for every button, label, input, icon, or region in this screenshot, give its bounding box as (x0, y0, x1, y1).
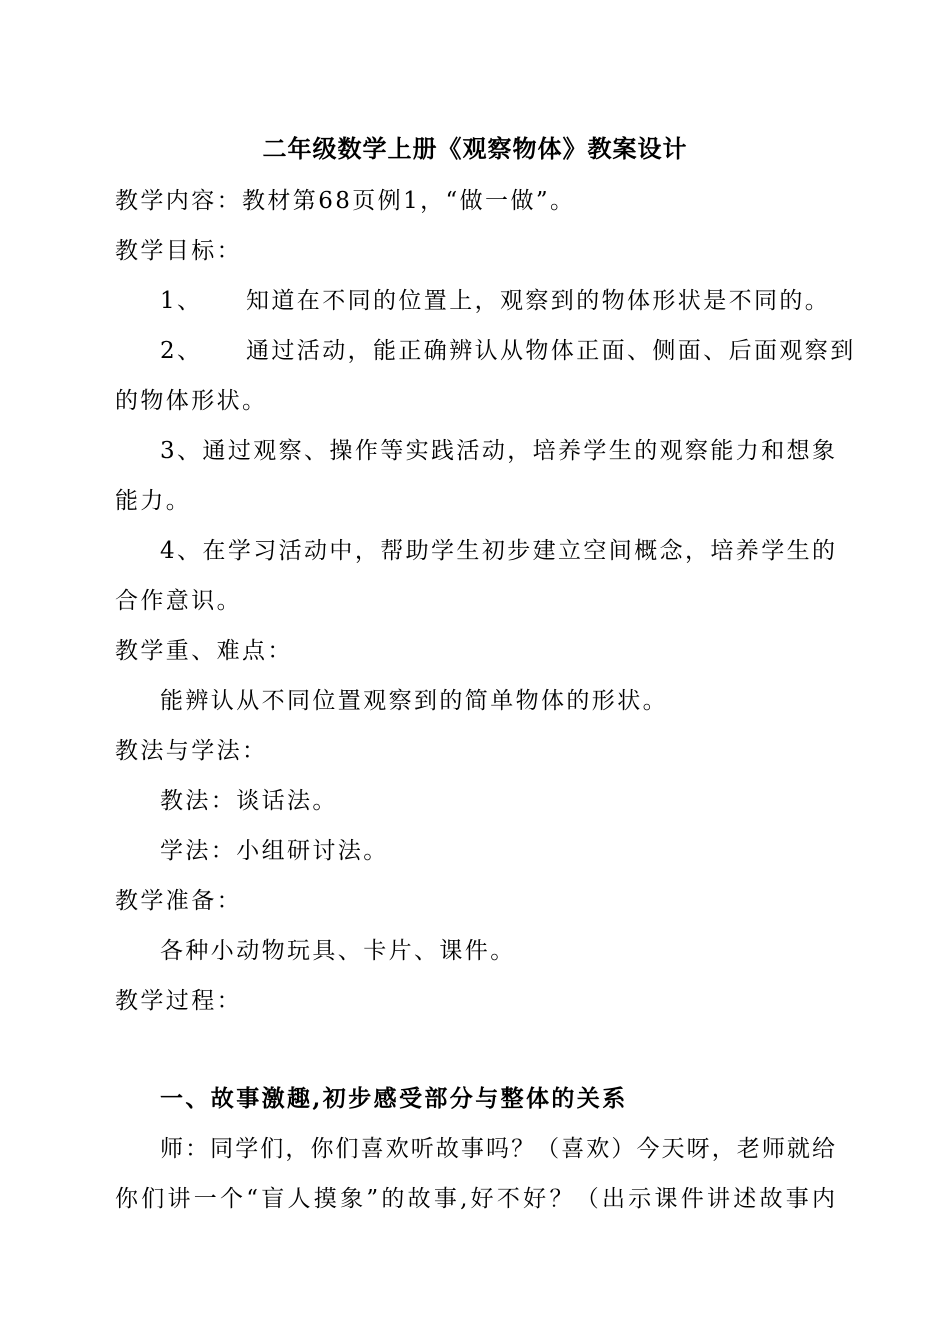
goal-item-3: 3、通过观察、操作等实践活动，培养学生的观察能力和想象 (160, 438, 835, 464)
section-1-paragraph-line-1: 师：同学们，你们喜欢听故事吗？（喜欢）今天呀，老师就给 (160, 1136, 835, 1162)
methods-heading: 教法与学法： (115, 738, 268, 764)
goal-number: 1、 (160, 288, 203, 314)
section-1-paragraph-line-2: 你们讲一个“盲人摸象”的故事,好不好？（出示课件讲述故事内 (115, 1186, 835, 1212)
teaching-content: 教学内容：教材第68页例1，“做一做”。 (115, 188, 576, 214)
process-heading: 教学过程： (115, 988, 242, 1014)
preparation-text: 各种小动物玩具、卡片、课件。 (160, 938, 516, 964)
section-1-heading: 一、故事激趣,初步感受部分与整体的关系 (160, 1085, 628, 1112)
goal-item-2-continued: 的物体形状。 (115, 388, 268, 414)
goal-item-3-continued: 能力。 (115, 488, 192, 514)
goal-text: 通过活动，能正确辨认从物体正面、侧面、后面观察到 (246, 338, 856, 364)
teaching-method: 教法：谈话法。 (160, 788, 338, 814)
goal-number: 2、 (160, 338, 203, 364)
goal-item-4-continued: 合作意识。 (115, 588, 242, 614)
learning-method: 学法：小组研讨法。 (160, 838, 389, 864)
key-points-heading: 教学重、难点： (115, 638, 293, 664)
preparation-heading: 教学准备： (115, 888, 242, 914)
goal-item-2 (160, 336, 856, 366)
goal-item-1 (160, 286, 830, 316)
key-points-text: 能辨认从不同位置观察到的简单物体的形状。 (160, 688, 668, 714)
goals-heading: 教学目标： (115, 238, 242, 264)
document-title: 二年级数学上册《观察物体》教案设计 (262, 134, 688, 163)
goal-item-4: 4、在学习活动中，帮助学生初步建立空间概念，培养学生的 (160, 538, 835, 564)
goal-text: 知道在不同的位置上，观察到的物体形状是不同的。 (246, 288, 831, 314)
